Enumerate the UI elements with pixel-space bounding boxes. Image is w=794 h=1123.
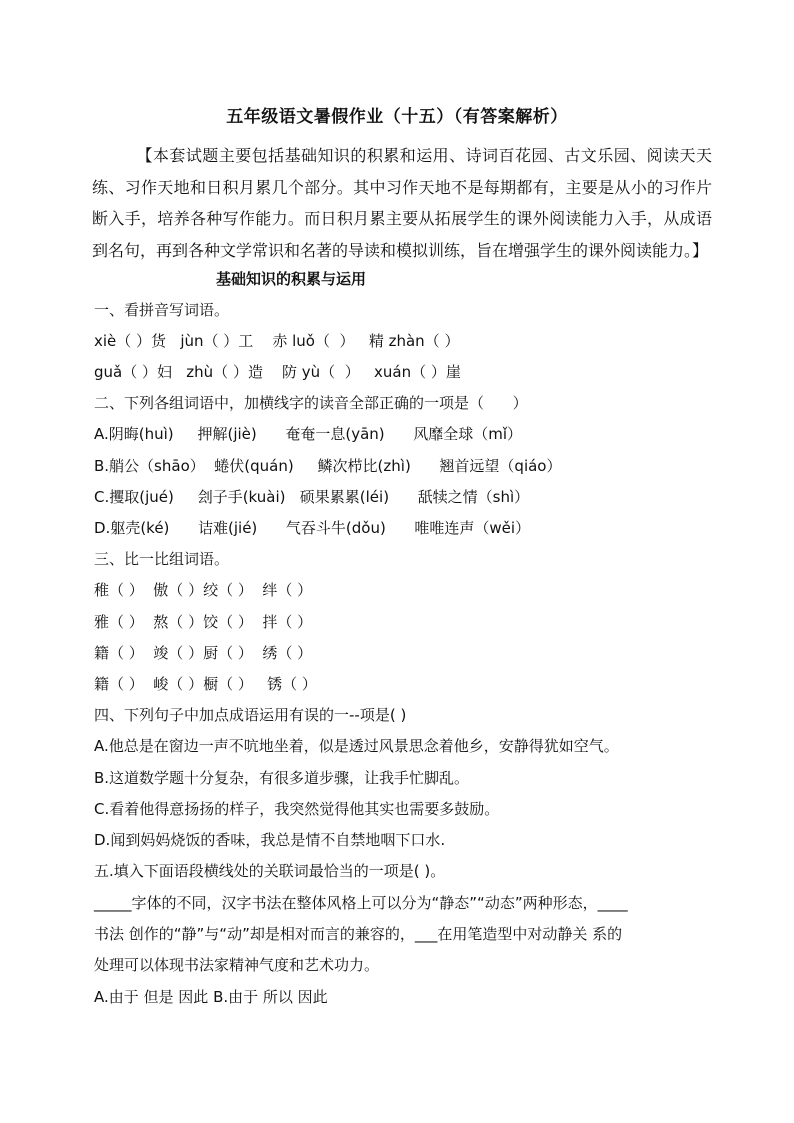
q5-passage-line-3: 处理可以体现书法家精神气度和艺术功力。 (94, 956, 380, 974)
q4-option-b: B.这道数学题十分复杂，有很多道步骤，让我手忙脚乱。 (94, 769, 470, 787)
q2-heading: 二、下列各组词语中，加横线字的读音全部正确的一项是（ ） (94, 394, 528, 412)
page-title: 五年级语文暑假作业（十五）（有答案解析） (226, 107, 568, 127)
q5-passage-line-2: 书法 创作的“静”与“动”却是相对而言的兼容的，___在用笔造型中对动静关 系的 (94, 925, 623, 943)
q4-option-d: D.闻到妈妈烧饭的香味，我总是情不自禁地咽下口水. (94, 831, 446, 849)
q2-option-c: C.攫取(jué) 刽子手(kuài) 硕果累累(léi) 舐犊之情（shì） (94, 488, 530, 506)
q5-options: A.由于 但是 因此 B.由于 所以 因此 (94, 988, 328, 1006)
q1-row-1: xiè（ ）货 jùn（ ）工 赤 luǒ（ ） 精 zhàn（ ） (94, 332, 460, 350)
q3-row-1: 稚（ ） 傲（ ）绞（ ） 绊（ ） (94, 581, 313, 599)
intro-paragraph (92, 140, 712, 266)
q1-row-2: guǎ（ ）妇 zhù（ ）造 防 yù（ ） xuán（ ）崖 (94, 363, 461, 381)
q2-option-d: D.躯壳(ké) 诘难(jié) 气吞斗牛(dǒu) 唯唯连声（wěi） (94, 519, 531, 537)
q2-option-a: A.阴晦(huì) 押解(jiè) 奄奄一息(yān) 风靡全球（mǐ） (94, 425, 523, 443)
q1-heading: 一、看拼音写词语。 (94, 301, 230, 319)
q4-option-c: C.看着他得意扬扬的样子，我突然觉得他其实也需要多鼓励。 (94, 800, 500, 818)
section-heading: 基础知识的积累与运用 (216, 270, 367, 288)
q5-heading: 五.填入下面语段横线处的关联词最恰当的一项是( )。 (94, 862, 446, 880)
q4-heading: 四、下列句子中加点成语运用有误的一--项是( ) (94, 706, 407, 724)
q3-heading: 三、比一比组词语。 (94, 550, 230, 568)
q3-row-4: 籍（ ） 峻（ ）橱（ ） 锈（ ） (94, 675, 317, 693)
intro-text: 【本套试题主要包括基础知识的积累和运用、诗词百花园、古文乐园、阅读天天练、习作天地和日积月累几个部分。其中习作天地不是每期都有，主要是从小的习作片断入手，培养各种写作能力。而日积月累主要从拓展学生的课外阅读能力入手，从成语到名句，再到各种文学常识和名著的导读和模拟训练，旨在增强学生的课外阅读能力。】 (92, 146, 712, 260)
q4-option-a: A.他总是在窗边一声不吭地坐着，似是透过风景思念着他乡，安静得犹如空气。 (94, 737, 619, 755)
q2-option-b: B.艄公（shāo） 蜷伏(quán) 鳞次栉比(zhì) 翘首远望（qiáo） (94, 457, 562, 475)
q3-row-2: 雅（ ） 熬（ ）饺（ ） 拌（ ） (94, 613, 313, 631)
q5-passage-line-1: _____字体的不同，汉字书法在整体风格上可以分为“静态”“动态”两种形态，____ (94, 894, 628, 912)
q3-row-3: 籍（ ） 竣（ ）厨（ ） 绣（ ） (94, 644, 313, 662)
